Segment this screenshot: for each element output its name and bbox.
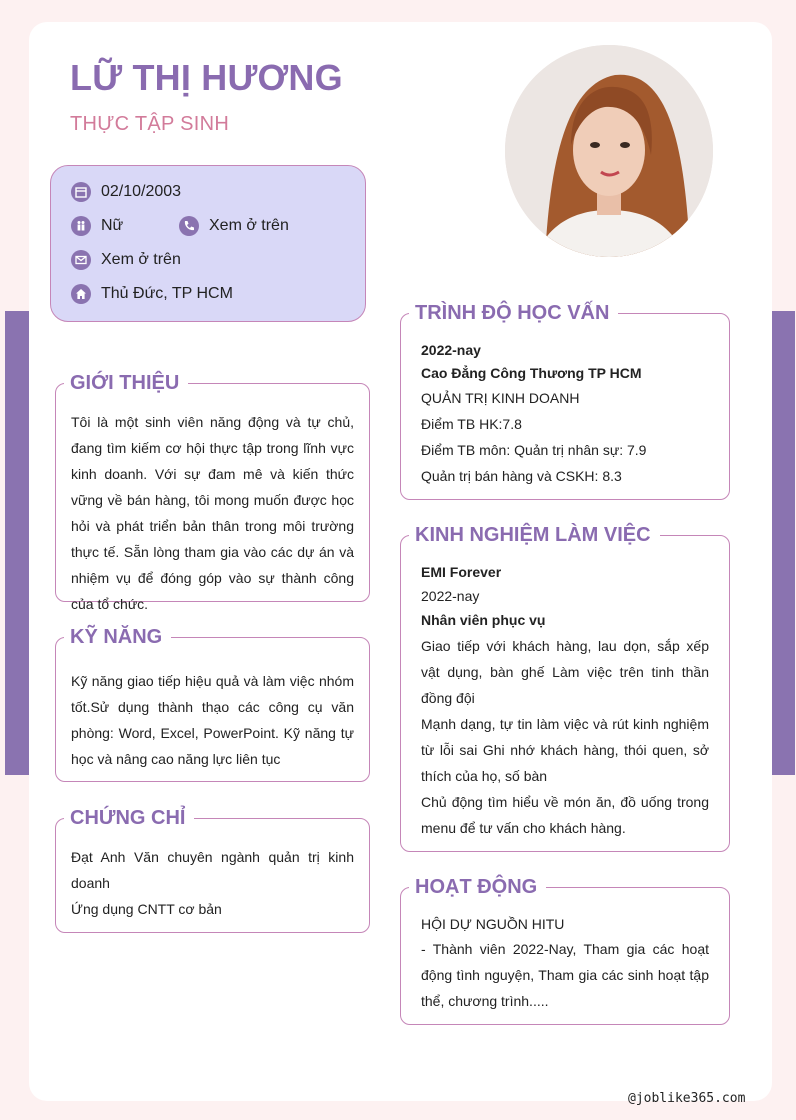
education-period: 2022-nay <box>421 342 481 358</box>
experience-company: EMI Forever <box>421 564 502 580</box>
education-line: Quản trị bán hàng và CSKH: 8.3 <box>421 468 622 484</box>
activities-org: HỘI DỰ NGUỒN HITU <box>421 916 565 932</box>
activities-title: HOẠT ĐỘNG <box>409 875 546 899</box>
skills-text: Kỹ năng giao tiếp hiệu quả và làm việc nhóm tốt.Sử dụng thành thạo các công cụ văn phòng: Word, Excel, PowerPoint. Kỹ năng tự học và nâng cao năng lực liên tục <box>71 673 354 767</box>
education-line: Điểm TB môn: Quản trị nhân sự: 7.9 <box>421 442 647 458</box>
education-line: Điểm TB HK:7.8 <box>421 416 522 432</box>
profile-photo <box>505 45 713 257</box>
intro-title: GIỚI THIỆU <box>64 371 188 395</box>
contact-phone: Xem ở trên <box>179 216 289 236</box>
portrait-illustration <box>505 45 713 257</box>
watermark: @joblike365.com <box>628 1091 746 1106</box>
certificates-title: CHỨNG CHỈ <box>64 806 194 830</box>
experience-period: 2022-nay <box>421 588 480 604</box>
activities-text: - Thành viên 2022-Nay, Tham gia các hoạt động tình nguyện, Tham gia các sinh hoạt tập thể, chương trình..... <box>421 941 709 1009</box>
contact-address: Thủ Đức, TP HCM <box>71 284 233 304</box>
education-major: QUẢN TRỊ KINH DOANH <box>421 390 580 406</box>
experience-position: Nhân viên phục vụ <box>421 612 546 628</box>
candidate-name: LỮ THỊ HƯƠNG <box>70 57 343 98</box>
education-title: TRÌNH ĐỘ HỌC VẤN <box>409 301 618 325</box>
contact-gender: Nữ <box>71 216 123 236</box>
job-title: THỰC TẬP SINH <box>70 113 230 135</box>
intro-text: Tôi là một sinh viên năng động và tự chủ, đang tìm kiếm cơ hội thực tập trong lĩnh vực kinh doanh. Với sự đam mê và kiến thức vững về bán hàng, tôi mong muốn được học hỏi và phát triển bản thân trong môi trường thực tế. Sẵn lòng tham gia vào các dự án và nhiệm vụ để đóng góp vào sự thành công của tổ chức. <box>71 414 354 612</box>
phone-icon <box>179 216 199 236</box>
experience-paragraph: Mạnh dạng, tự tin làm việc và rút kinh nghiệm từ lỗi sai Ghi nhớ khách hàng, thói quen, sở thích của họ, số bàn <box>421 716 709 784</box>
certificate-item: Ứng dụng CNTT cơ bản <box>71 901 222 917</box>
certificate-item: Đạt Anh Văn chuyên ngành quản trị kinh doanh <box>71 849 354 891</box>
skills-title: KỸ NĂNG <box>64 625 171 649</box>
gender-icon <box>71 216 91 236</box>
contact-email: Xem ở trên <box>71 250 181 270</box>
right-accent-band <box>772 311 795 775</box>
home-icon <box>71 284 91 304</box>
left-accent-band <box>5 311 31 775</box>
experience-paragraph: Giao tiếp với khách hàng, lau dọn, sắp xếp vật dụng, bàn ghế Làm việc trên tinh thần đồng đội <box>421 638 709 706</box>
mail-icon <box>71 250 91 270</box>
experience-paragraph: Chủ động tìm hiểu về món ăn, đồ uống trong menu để tư vấn cho khách hàng. <box>421 794 709 836</box>
education-school: Cao Đẳng Công Thương TP HCM <box>421 365 642 381</box>
experience-title: KINH NGHIỆM LÀM VIỆC <box>409 523 660 547</box>
contact-birthday: 02/10/2003 <box>71 182 181 202</box>
calendar-icon <box>71 182 91 202</box>
